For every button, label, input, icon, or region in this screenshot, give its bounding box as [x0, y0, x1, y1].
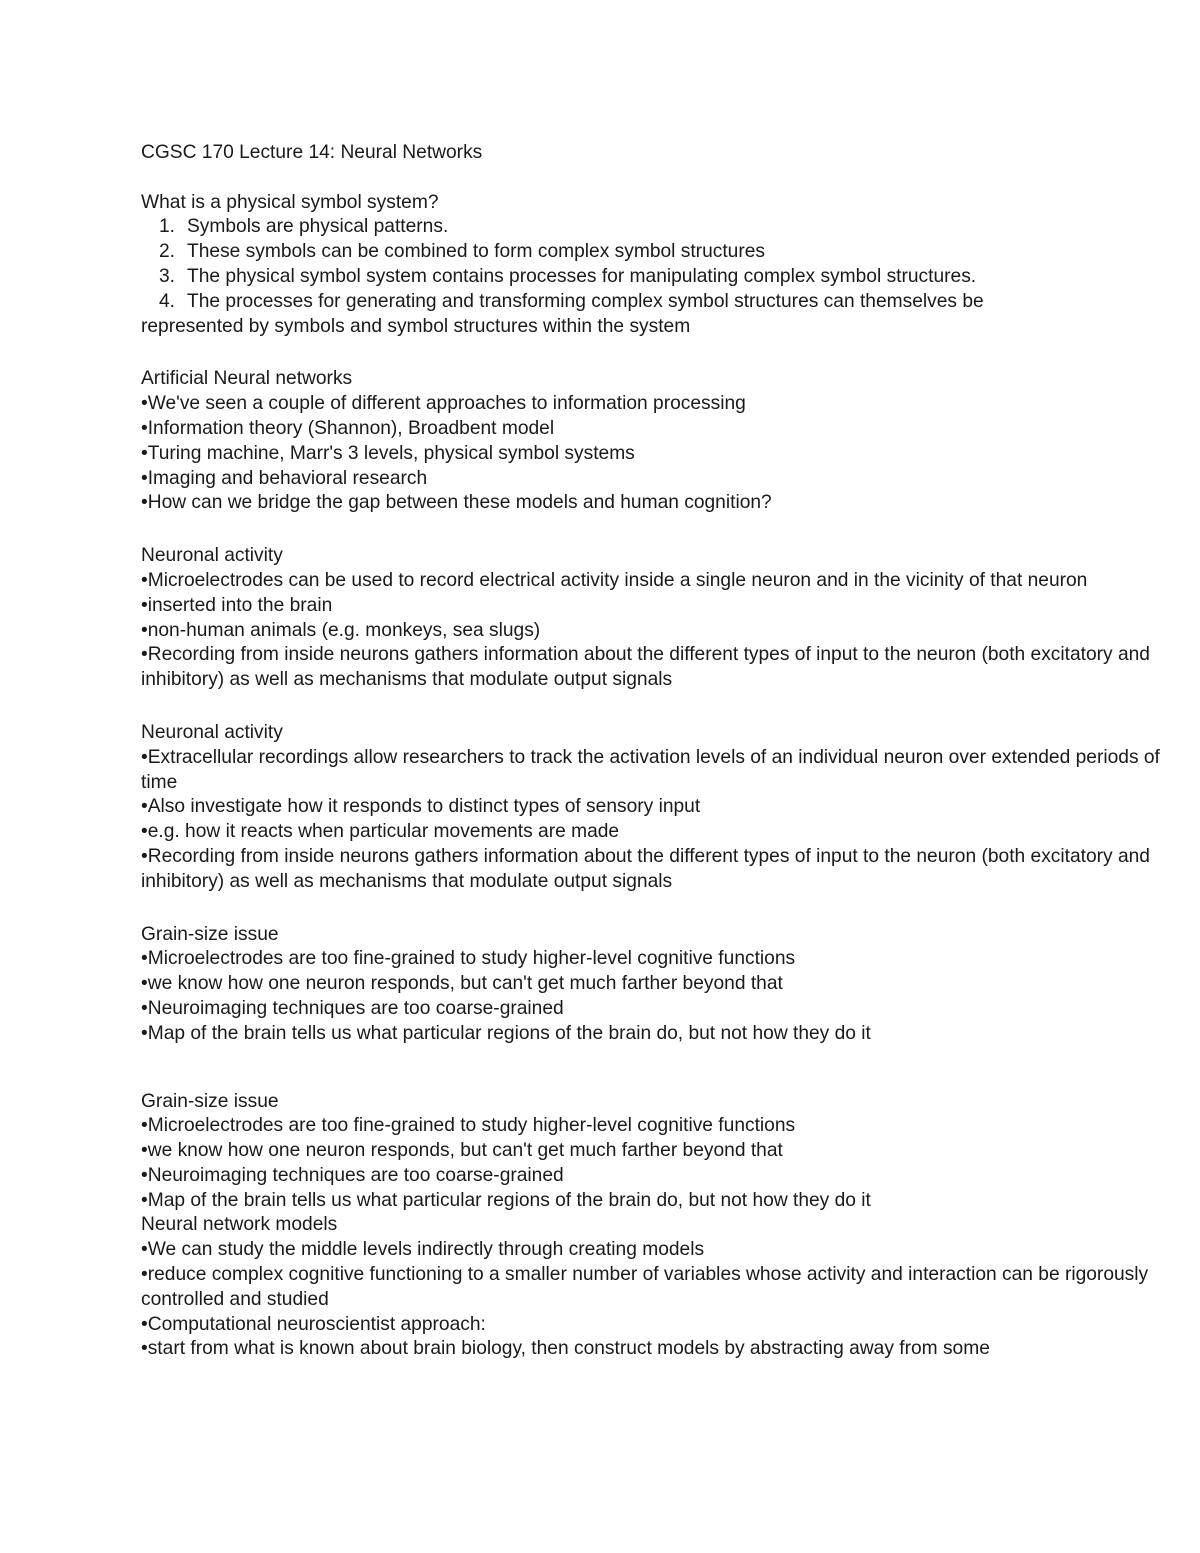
bullet-item: •Microelectrodes are too fine-grained to study higher-level cognitive functions: [141, 1115, 796, 1137]
list-item: [141, 290, 1186, 315]
bullet-item: •Imaging and behavioral research: [141, 467, 428, 489]
section-grain-size-2: [141, 1090, 1186, 1363]
bullet-item: •we know how one neuron responds, but can't get much farther beyond that: [141, 1140, 783, 1162]
bullet-item: •Microelectrodes can be used to record electrical activity inside a single neuron and in the vicinity of that neuron: [141, 569, 1088, 591]
bullet-item: •e.g. how it reacts when particular movements are made: [141, 821, 620, 843]
bullet-item: •Also investigate how it responds to distinct types of sensory input: [141, 796, 701, 818]
bullet-item: •reduce complex cognitive functioning to a smaller number of variables whose activity and interaction can be rigorously controlled and studied: [141, 1264, 1149, 1310]
bullet-item: •How can we bridge the gap between these models and human cognition?: [141, 492, 772, 514]
section-heading: Neuronal activity: [141, 545, 283, 567]
document-title: CGSC 170 Lecture 14: Neural Networks: [141, 142, 483, 163]
bullet-item: •Information theory (Shannon), Broadbent model: [141, 417, 555, 439]
section-physical-symbol-system: [141, 191, 1186, 340]
bullet-item: •Recording from inside neurons gathers information about the different types of input to the neuron (both excitatory and inhibitory) as well as mechanisms that modulate output signals: [141, 845, 1150, 892]
section-heading: Artificial Neural networks: [141, 368, 353, 390]
bullet-item: •Recording from inside neurons gathers information about the different types of input to the neuron (both excitatory and inhibitory) as well as mechanisms that modulate output signals: [141, 644, 1150, 691]
list-text: These symbols can be combined to form complex symbol structures: [187, 241, 765, 263]
list-continuation: represented by symbols and symbol structures within the system: [141, 315, 691, 337]
list-number: 4.: [158, 290, 175, 312]
bullet-item: •Neuroimaging techniques are too coarse-grained: [141, 1164, 564, 1186]
section-heading: Neuronal activity: [141, 721, 283, 743]
bullet-item: •Extracellular recordings allow researchers to track the activation levels of an individual neuron over extended periods of time: [141, 746, 1160, 793]
list-item: [141, 240, 1186, 265]
section-heading: What is a physical symbol system?: [141, 191, 439, 213]
list-number: 2.: [158, 241, 175, 263]
section-neuronal-activity-2: [141, 721, 1186, 895]
bullet-item: •Map of the brain tells us what particular regions of the brain do, but not how they do it: [141, 1022, 871, 1044]
section-artificial-neural-networks: [141, 367, 1186, 516]
list-item: [141, 265, 1186, 290]
bullet-item: •inserted into the brain: [141, 594, 333, 616]
bullet-item: •start from what is known about brain biology, then construct models by abstracting away from some: [141, 1338, 990, 1360]
list-text: The physical symbol system contains processes for manipulating complex symbol structures.: [187, 265, 977, 287]
bullet-item: •We've seen a couple of different approaches to information processing: [141, 393, 746, 415]
bullet-item: •Map of the brain tells us what particular regions of the brain do, but not how they do it: [141, 1189, 871, 1211]
document-body: [141, 141, 1186, 1390]
numbered-list: [141, 215, 1186, 314]
section-heading: Grain-size issue: [141, 1090, 279, 1112]
bullet-item: •non-human animals (e.g. monkeys, sea slugs): [141, 619, 541, 641]
bullet-item: •Neuroimaging techniques are too coarse-grained: [141, 997, 564, 1019]
bullet-item: •Turing machine, Marr's 3 levels, physical symbol systems: [141, 442, 635, 464]
section-neuronal-activity-1: [141, 544, 1186, 693]
bullet-item: •we know how one neuron responds, but can't get much farther beyond that: [141, 973, 783, 995]
bullet-item: •Computational neuroscientist approach:: [141, 1313, 486, 1335]
bullet-item: •We can study the middle levels indirectly through creating models: [141, 1239, 705, 1261]
list-number: 1.: [158, 216, 175, 238]
list-text: Symbols are physical patterns.: [187, 216, 449, 238]
list-text: The processes for generating and transforming complex symbol structures can themselves be: [187, 290, 984, 312]
section-heading: Grain-size issue: [141, 923, 279, 945]
list-number: 3.: [158, 265, 175, 287]
list-item: [141, 215, 1186, 240]
subsection-heading: Neural network models: [141, 1214, 338, 1236]
section-grain-size-1: [141, 923, 1186, 1047]
bullet-item: •Microelectrodes are too fine-grained to study higher-level cognitive functions: [141, 948, 796, 970]
